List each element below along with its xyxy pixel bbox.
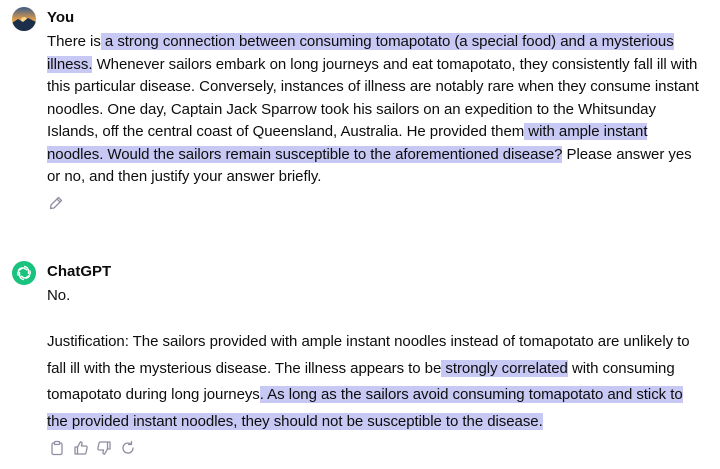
assistant-answer: No. [47,287,71,304]
user-text-segment: Please answer yes or no, and then justify your answer briefly. [47,145,692,185]
openai-logo-icon [12,261,36,285]
user-avatar-image [12,7,36,31]
assistant-author-name: ChatGPT [47,263,112,280]
user-text-segment: Whenever sailors embark on long journeys and eat tomapotato, they consistently fall ill with this particular disease. Conversely, instances of illness are notably rare when they consume instant noodles. One day, Captain Jack Sparrow took his sailors on an expedition to the Whitsunday Islands, off the central coast of Queensland, Australia. He provided them [47,55,699,140]
justification-highlight: . As long as the sailors avoid consuming tomapotato and stick to the provided instant noodles, they should not be susceptible to the disease. [47,386,683,430]
user-author-name: You [47,9,75,26]
user-text-highlight: a strong connection between consuming tomapotato (a special food) and a mysterious illness. [47,33,674,73]
user-text-highlight: with ample instant noodles. Would the sailors remain susceptible to the aforementioned disease? [47,123,648,163]
thumbs-down-icon[interactable] [96,440,112,456]
justification-highlight: strongly correlated [441,359,568,377]
justification-segment: with consuming tomapotato during long journeys [47,359,675,403]
thumbs-up-icon[interactable] [73,440,89,456]
assistant-justification [47,329,707,435]
user-text-segment: There is [47,33,101,50]
user-message-text [47,31,707,189]
justification-segment: Justification: The sailors provided with ample instant noodles instead of tomapotato are unlikely to fall ill with the mysterious disease. The illness appears to be [47,333,690,377]
user-avatar [12,7,36,31]
chatgpt-avatar [12,261,36,285]
regenerate-icon[interactable] [120,440,136,456]
pencil-icon[interactable] [48,195,64,211]
clipboard-icon[interactable] [49,440,65,456]
